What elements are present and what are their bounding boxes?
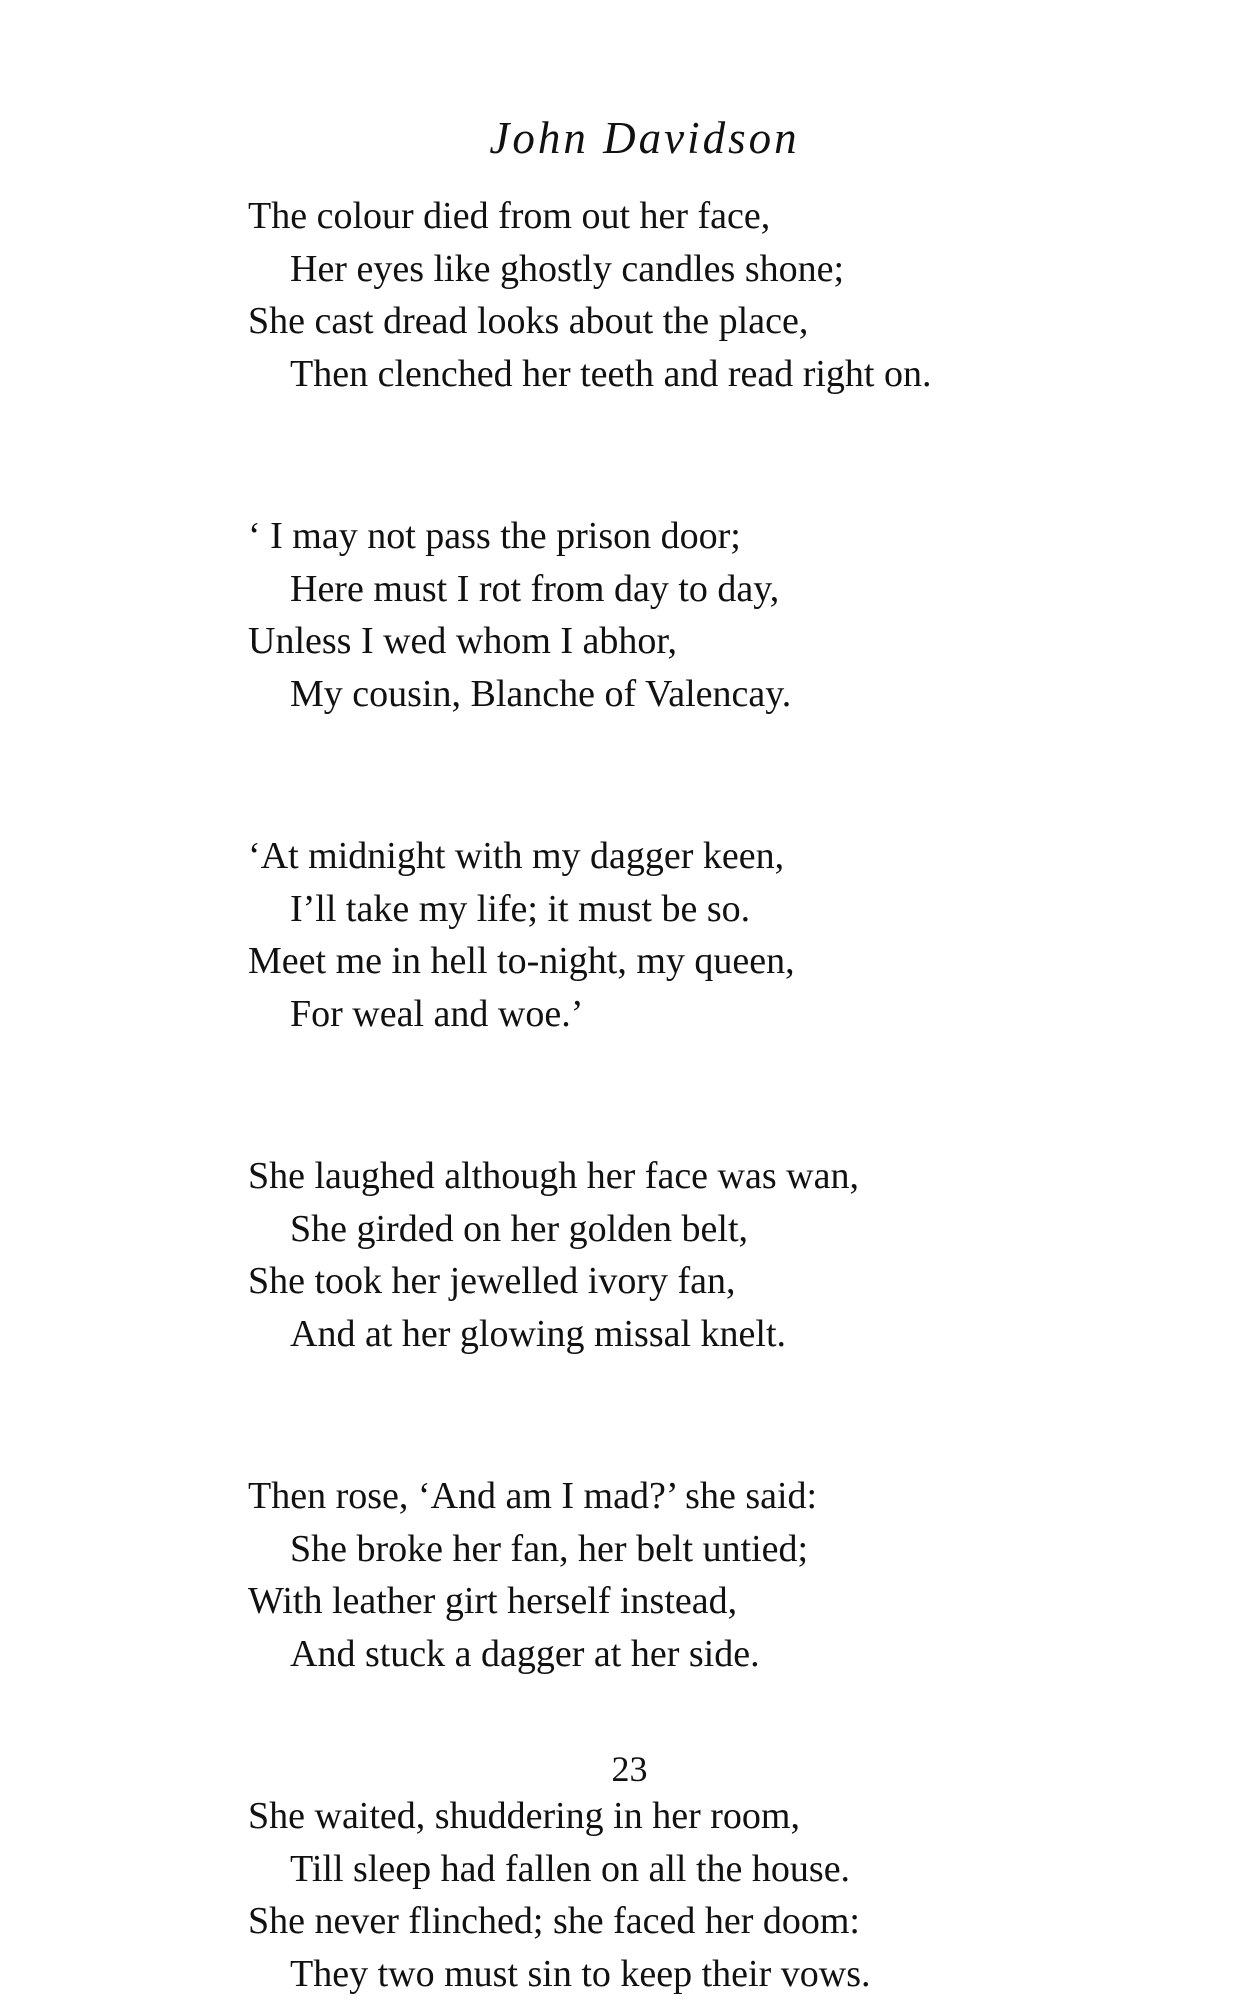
stanza xyxy=(248,1150,1148,1360)
stanza xyxy=(248,510,1148,720)
verse-line: Her eyes like ghostly candles shone; xyxy=(248,243,1148,296)
verse-line: She never flinched; she faced her doom: xyxy=(248,1895,1148,1948)
verse-line: Then clenched her teeth and read right on. xyxy=(248,348,1148,401)
verse-line: Till sleep had fallen on all the house. xyxy=(248,1843,1148,1896)
verse-line: Meet me in hell to-night, my queen, xyxy=(248,935,1148,988)
verse-line: My cousin, Blanche of Valencay. xyxy=(248,668,1148,721)
verse-line: She waited, shuddering in her room, xyxy=(248,1790,1148,1843)
stanza xyxy=(248,190,1148,400)
stanza xyxy=(248,1470,1148,1680)
verse-line: Then rose, ‘And am I mad?’ she said: xyxy=(248,1470,1148,1523)
verse-line: ‘At midnight with my dagger keen, xyxy=(248,830,1148,883)
verse-line: She broke her fan, her belt untied; xyxy=(248,1523,1148,1576)
verse-line: ‘ I may not pass the prison door; xyxy=(248,510,1148,563)
stanza xyxy=(248,830,1148,1040)
verse-line: And stuck a dagger at her side. xyxy=(248,1628,1148,1681)
verse-line: She girded on her golden belt, xyxy=(248,1203,1148,1256)
running-head: John Davidson xyxy=(0,112,1249,164)
verse-line: Here must I rot from day to day, xyxy=(248,563,1148,616)
verse-line: I’ll take my life; it must be so. xyxy=(248,883,1148,936)
verse-line: She cast dread looks about the place, xyxy=(248,295,1148,348)
verse-line: The colour died from out her face, xyxy=(248,190,1148,243)
verse-line: With leather girt herself instead, xyxy=(248,1575,1148,1628)
stanza xyxy=(248,1790,1148,2000)
verse-line: For weal and woe.’ xyxy=(248,988,1148,1041)
poem-text xyxy=(248,190,1148,2000)
page-number: 23 xyxy=(0,1748,1249,1790)
verse-line: She took her jewelled ivory fan, xyxy=(248,1255,1148,1308)
verse-line: They two must sin to keep their vows. xyxy=(248,1948,1148,2000)
verse-line: She laughed although her face was wan, xyxy=(248,1150,1148,1203)
verse-line: And at her glowing missal knelt. xyxy=(248,1308,1148,1361)
verse-line: Unless I wed whom I abhor, xyxy=(248,615,1148,668)
